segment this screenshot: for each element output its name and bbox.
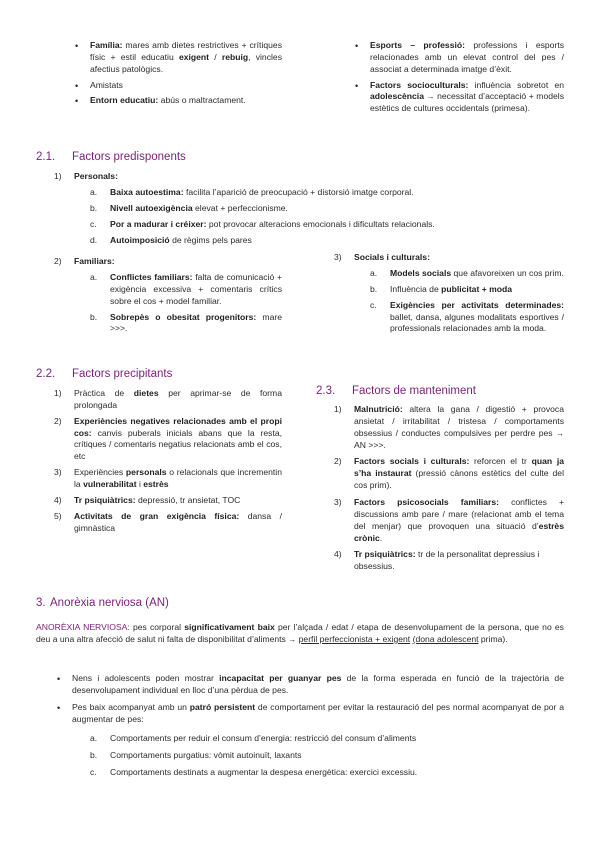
list-item: • Amistats (90, 80, 282, 92)
list-item: 3) Socials i culturals: (334, 252, 430, 262)
list-item: a. Conflictes familiars: falta de comunicació + exigència excessiva + comentaris crítics sobre el cos + model familiar. (90, 272, 282, 306)
list-item: • Esports – professió: professions i esports relacionades amb un elevat control del pes / associat a determinada imatge d’èxit. (370, 40, 564, 76)
list-item: • Nens i adolescents poden mostrar incapacitat per guanyar pes de la forma esperada en funció de la trajectòria de desenvolupament individual en lloc d’una pèrdua de pes. (72, 673, 564, 697)
personal-factors (54, 171, 494, 183)
an-subitems (90, 733, 564, 779)
list-item: 3) Experiències personals o relacionals que incrementin la vulnerabilitat i estrès (54, 467, 283, 490)
list-item: 4) Tr psiquiàtrics: depressió, tr ansietat, TOC (54, 494, 241, 505)
list-item: • Entorn educatiu: abús o maltractament. (90, 95, 282, 107)
list-item: d. Autoimposició de règims pels pares (90, 234, 252, 245)
list-item: 3) Factors psicosocials familiars: conflictes + discussions amb pare / mare (relacionat amb el tema del menjar) que provoquen una situació d’estrès crònic. (334, 497, 564, 543)
list-item: a. Models socials que afavoreixen un cos prim. (370, 268, 564, 278)
list-item: 4) Tr psiquiàtrics: tr de la personalitat depressius i obsessius. (334, 549, 540, 572)
list-item: b. Influència de publicitat + moda (370, 283, 513, 294)
social-factors (334, 252, 564, 264)
family-subitems (90, 272, 283, 335)
precipitating-list (54, 388, 283, 534)
list-item: 2) Factors socials i culturals: reforcen el tr quan ja s’ha instaurat (pressió cànons estètics del culte del cos prim). (334, 456, 564, 491)
section-heading-2-2: 2.2. Factors precipitants (36, 368, 173, 380)
social-subitems (370, 268, 564, 335)
list-item: 1) Personals: (54, 171, 118, 181)
personal-subitems (90, 187, 530, 246)
maintenance-list (334, 404, 564, 573)
list-item: • Factors socioculturals: influència sobretot en adolescència → necessitat d’acceptació + models estètics de cultures occidentals (primesa). (370, 80, 564, 116)
section-heading-2-3: 2.3. Factors de manteniment (316, 385, 477, 397)
list-item: a. Baixa autoestima: facilita l’aparició de preocupació + distorsió imatge corporal. (90, 187, 414, 197)
list-item: b. Nivell autoexigència elevat + perfeccionisme. (90, 202, 288, 213)
section-heading-2-1: 2.1. Factors predisponents (36, 151, 186, 163)
list-item: 1) Pràctica de dietes per aprimar-se de forma prolongada (54, 388, 282, 410)
list-item: 2) Experiències negatives relacionades amb el propi cos: canvis puberals inicials abans que la resta, crítiques / comentaris negatius relacionats amb el cos, etc (54, 415, 282, 462)
an-bullets (72, 673, 564, 725)
list-item: c. Por a madurar i créixer: pot provocar alteracions emocionals i dificultats relacionals. (90, 218, 435, 229)
list-item: • Família: mares amb dietes restrictives + crítiques físic + estil educatiu exigent / rebuig, vincles afectius patològics. (90, 40, 282, 76)
section-heading-3: 3. Anorèxia nerviosa (AN) (36, 597, 169, 609)
list-item: b. Sobrepès o obesitat progenitors: mare >>>. (90, 311, 283, 334)
list-item: b. Comportaments purgatius: vòmit autoinuït, laxants (90, 749, 302, 760)
list-item: 1) Malnutrició: altera la gana / digestió + provoca ansietat / irritabilitat / tristesa / comportaments obsessius / conductes compulsives per perdre pes → AN >>>. (334, 404, 564, 450)
list-item: 5) Activitats de gran exigència física: dansa / gimnàstica (54, 510, 282, 533)
definition-paragraph: ANORÈXIA NERVIOSA: pes corporal significativament baix per l’alçada / edat / etapa de desenvolupament de la persona, que no es deu a una altra afecció de salut ni falta de disponibilitat d’aliments → perfil perfeccionista + exigent (dona adolescent prima). (36, 622, 564, 644)
top-left-list (90, 40, 282, 107)
list-item: 2) Familiars: (54, 256, 115, 266)
list-item: c. Comportaments destinats a augmentar la despesa energètica: exercici excessiu. (90, 766, 418, 777)
list-item: • Pes baix acompanyat amb un patró persistent de comportament per evitar la restauració del pes normal acompanyat de por a augmentar de pes: (72, 702, 564, 726)
list-item: c. Exigències per activitats determinades: ballet, dansa, algunes modalitats esportives / professionals relacionades amb la moda. (370, 299, 564, 334)
top-right-list (370, 40, 564, 115)
family-factors (54, 256, 294, 268)
list-item: a. Comportaments per reduir el consum d’energia: restricció del consum d’aliments (90, 733, 417, 743)
